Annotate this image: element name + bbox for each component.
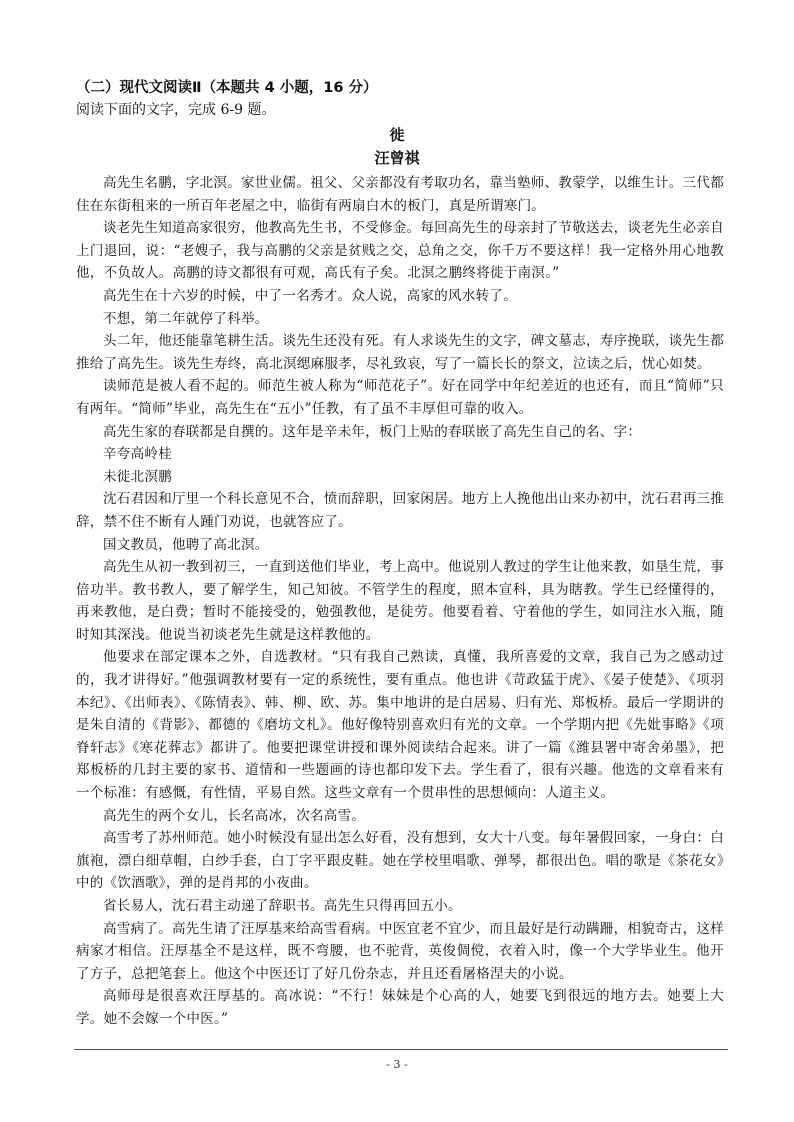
paragraph: 省长易人，沈石君主动递了辞职书。高先生只得再回五小。 [103,898,462,914]
paragraph: 不想，第二年就停了科举。 [103,310,269,327]
section-heading: （二）现代文阅读Ⅱ（本题共 4 小题，16 分） [76,80,378,96]
paragraph: 高先生家的春联都是自撰的。这年是辛未年，板门上贴的春联嵌了高先生自己的名、字： [103,423,642,440]
reading-instruction: 阅读下面的文字，完成 6-9 题。 [76,102,276,118]
paragraph: 沈石君因和厅里一个科长意见不合，愤而辞职，回家闲居。地方上人挽他出山来办初中，沈石君再三推辞，禁不住不断有人踵门劝说，也就答应了。 [76,491,724,530]
paragraph: 头二年，他还能靠笔耕生活。谈先生还没有死。有人求谈先生的文字，碑文墓志，寿序挽联，谈先生都推给了高先生。谈先生寿终，高北溟缌麻服孝，尽礼致哀，写了一篇长长的祭文，泣读之后，忧心如焚。 [76,333,724,372]
paragraph: 高先生从初一教到初三，一直到送他们毕业，考上高中。他说别人教过的学生让他来教，如垦生荒，事倍功半。教书教人，要了解学生，知己知彼。不管学生的程度，照本宣科，具为瞎教。学生已经懂得的，再来教他，是白费；暂时不能接受的，勉强教他，是徒劳。他要看着、守着他的学生，如同注水入瓶，随时知其深浅。他说当初谈老先生就是这样教他的。 [76,559,724,643]
paragraph: 高先生在十六岁的时候，中了一名秀才。众人说，高家的风水转了。 [103,287,517,304]
paragraph: 高先生名鹏，字北溟。家世业儒。祖父、父亲都没有考取功名，靠当塾师、教蒙学，以维生计。三代都住在东街租来的一所百年老屋之中，临街有两扇白木的板门，真是所谓寒门。 [76,175,724,214]
footer-divider [74,1049,728,1050]
paragraph: 国文教员，他聘了高北溟。 [103,536,269,553]
paragraph: 高先生的两个女儿，长名高冰，次名高雪。 [103,807,366,824]
page-number: - 3 - [386,1058,408,1071]
paragraph: 谈老先生知道高家很穷，他教高先生书，不受修金。每回高先生的母亲封了节敬送去，谈老先生必亲自上门退回，说：“老嫂子，我与高鹏的父亲是贫贱之交，总角之交，你千万不要这样！我一定格外用心地教他，不负故人。高鹏的诗文都很有可观，高氏有子矣。北溟之鹏终将徙于南溟。” [76,220,724,282]
paragraph: 读师范是被人看不起的。师范生被人称为“师范花子”。好在同学中年纪差近的也还有，而且“简师”只有两年。“简师”毕业，高先生在“五小”任教，有了虽不丰厚但可靠的收入。 [76,378,724,417]
paragraph: 高师母是很喜欢汪厚基的。高冰说：“不行！妹妹是个心高的人，她要飞到很远的地方去。她要上大学。她不会嫁一个中医。” [76,988,724,1027]
article-title: 徙 [389,126,405,144]
paragraph: 高雪病了。高先生请了汪厚基来给高雪看病。中医宜老不宜少，而且最好是行动蹒跚，相貌奇古，这样病家才相信。汪厚基全不是这样，既不弯腰，也不驼背，英俊倜傥，衣着入时，像一个大学毕业生。他开了方子，总把笔套上。他这个中医还订了好几份杂志，并且还看屠格涅夫的小说。 [76,920,724,982]
article-body [76,172,724,1031]
couplet-line: 辛夸高岭桂 [103,446,172,463]
article-author: 汪曾祺 [374,149,420,167]
couplet-line: 未徙北溟鹏 [103,468,172,485]
paragraph: 高雪考了苏州师范。她小时候没有显出怎么好看，没有想到，女大十八变。每年暑假回家，一身白：白旗袍，漂白细草帽，白纱手套，白丁字平跟皮鞋。她在学校里唱歌、弹琴，都很出色。唱的歌是《茶花女》中的《饮酒歌》，弹的是肖邦的小夜曲。 [76,830,724,892]
paragraph: 他要求在部定课本之外，自选教材。“只有我自己熟读，真懂，我所喜爱的文章，我自己为之感动过的，我才讲得好。”他强调教材要有一定的系统性，要有重点。他也讲《苛政猛于虎》、《晏子使楚》、《项羽本纪》、《出师表》、《陈情表》、韩、柳、欧、苏。集中地讲的是白居易、归有光、郑板桥。最后一学期讲的是朱自清的《背影》、都德的《磨坊文札》。他好像特别喜欢归有光的文章。一个学期内把《先妣事略》《项脊轩志》《寒花葬志》都讲了。他要把课堂讲授和课外阅读结合起来。讲了一篇《潍县署中寄舍弟墨》，把郑板桥的几封主要的家书、道情和一些题画的诗也都印发下去。学生看了，很有兴趣。他选的文章看来有一个标准：有感慨，有性情，平易自然。这些文章有一个贯串性的思想倾向：人道主义。 [76,649,724,802]
